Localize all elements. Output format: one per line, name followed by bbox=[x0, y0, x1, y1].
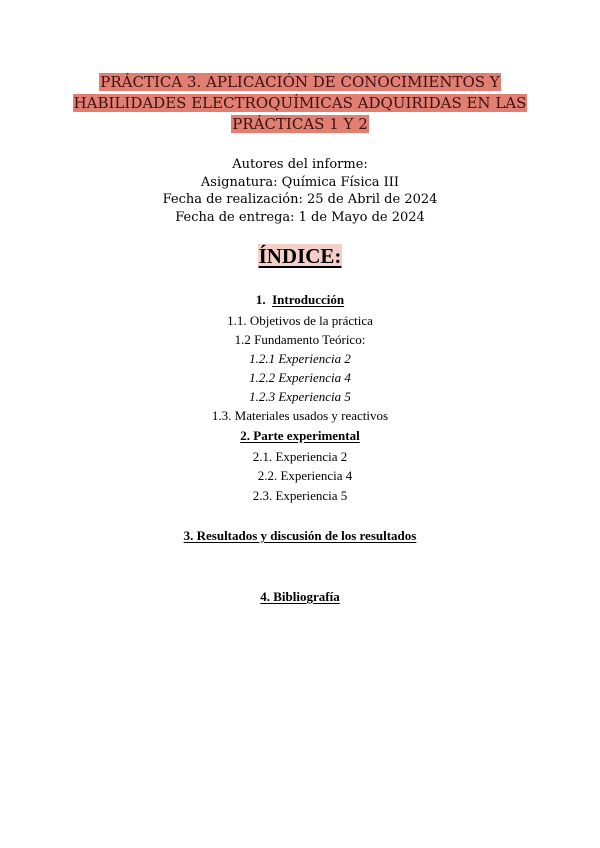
toc-section-2-title: 2. Parte experimental bbox=[240, 428, 360, 443]
toc-section-1-2-3: 1.2.3 Experiencia 5 bbox=[249, 389, 351, 404]
toc-section-1 bbox=[0, 292, 600, 308]
toc-section-2 bbox=[0, 428, 600, 444]
toc-section-2-1: 2.1. Experiencia 2 bbox=[252, 449, 348, 464]
toc-section-4 bbox=[0, 589, 600, 605]
date-delivery-line: Fecha de entrega: 1 de Mayo de 2024 bbox=[175, 209, 425, 225]
toc-section-2-2: 2.2. Experiencia 4 bbox=[257, 468, 353, 483]
toc-section-3 bbox=[0, 528, 600, 544]
toc-section-1-3: 1.3. Materiales usados y reactivos bbox=[211, 408, 389, 423]
toc-section-1-1: 1.1. Objetivos de la práctica bbox=[227, 313, 373, 328]
toc-section-3-title: 3. Resultados y discusión de los resultados bbox=[183, 528, 417, 543]
toc-section-1-number: 1. bbox=[255, 292, 266, 307]
subject-line: Asignatura: Química Física III bbox=[200, 174, 400, 190]
toc-section-1-2: 1.2 Fundamento Teórico: bbox=[234, 332, 366, 347]
toc-section-1-2-2: 1.2.2 Experiencia 4 bbox=[249, 370, 351, 385]
date-done-line: Fecha de realización: 25 de Abril de 2024 bbox=[162, 192, 438, 207]
authors-line: Autores del informe: bbox=[232, 157, 368, 172]
document-title-text: PRÁCTICA 3. APLICACIÓN DE CONOCIMIENTOS Y HABILIDADES ELECTROQUÍMICAS ADQUIRIDAS EN LAS PRÁCTICAS 1 Y 2 bbox=[73, 73, 527, 133]
document-title bbox=[60, 72, 540, 135]
toc-section-1-title: Introducción bbox=[272, 292, 345, 307]
index-heading-text: ÍNDICE: bbox=[258, 244, 342, 268]
toc-section-4-title: 4. Bibliografía bbox=[260, 589, 340, 604]
index-heading bbox=[0, 243, 600, 269]
toc-section-2-3: 2.3. Experiencia 5 bbox=[252, 488, 348, 503]
toc-section-1-2-1: 1.2.1 Experiencia 2 bbox=[249, 351, 351, 366]
document-meta bbox=[60, 156, 540, 226]
